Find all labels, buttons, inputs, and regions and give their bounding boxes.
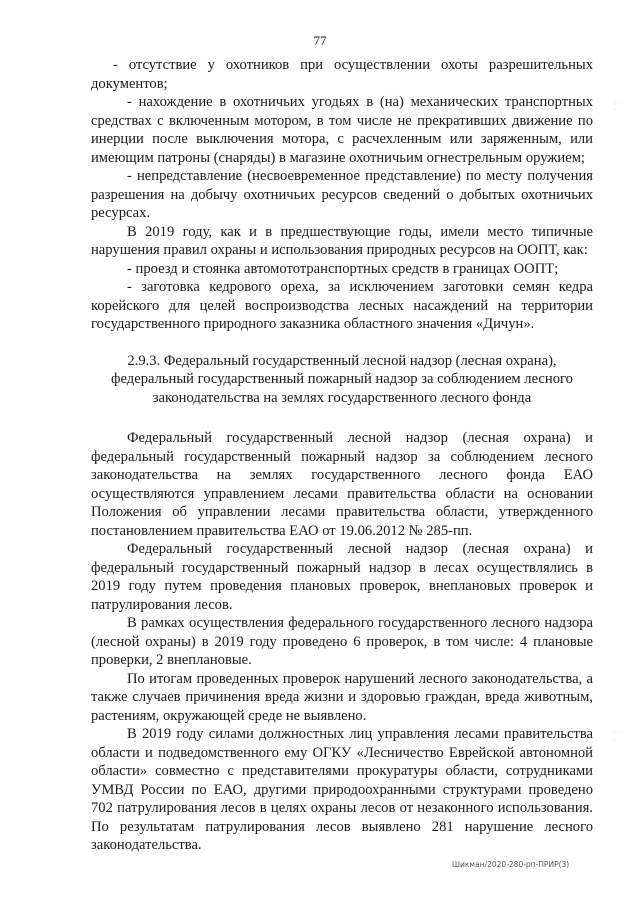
- paragraph: В 2019 году, как и в предшествующие годы, имели место типичные нарушения правил охраны и использования природных ресурсов на ООПТ, как:: [91, 223, 593, 258]
- paragraph: По итогам проведенных проверок нарушений лесного законодательства, а также случаев причинения вреда жизни и здоровью граждан, вреда животным, растениям, окружающей среде не выявлено.: [91, 670, 593, 724]
- scan-specks: · · ·: [614, 100, 620, 114]
- document-body: [91, 56, 593, 855]
- paragraph: - проезд и стоянка автомототранспортных средств в границах ООПТ;: [127, 260, 559, 277]
- paragraph: В 2019 году силами должностных лиц управления лесами правительства области и подведомственного ему ОГКУ «Лесничество Еврейской автономной области» совместно с представителями прокуратуры области, сотрудниками УМВД России по ЕАО, другими природоохранными структурами проведено 702 патрулирования лесов в целях охраны лесов от незаконного использования. По результатам патрулирования лесов выявлено 281 нарушение лесного законодательства.: [91, 726, 593, 853]
- paragraph: - заготовка кедрового ореха, за исключением заготовки семян кедра корейского для целей воспроизводства лесных насаждений на территории государственного природного заказника областного значения «Дичун».: [91, 279, 593, 332]
- document-footer-code: Шикман/2020-280-рп-ПРИР(3): [452, 860, 570, 869]
- paragraph: - нахождение в охотничьих угодьях в (на) механических транспортных средствах с включенным мотором, в том числе не прекративших движение по инерции после выключения мотора, с расчехленным или заряженным, или имеющим патроны (снаряды) в магазине охотничьим огнестрельным оружием;: [91, 94, 593, 166]
- paragraph: Федеральный государственный лесной надзор (лесная охрана) и федеральный государственный пожарный надзор за соблюдением лесного законодательства на землях государственного лесного фонда ЕАО осуществляются управлением лесами правительства области на основании Положения об управлении лесами правительства области, утвержденного постановлением правительства ЕАО от 19.06.2012 № 285-пп.: [91, 430, 593, 539]
- paragraph: В рамках осуществления федерального государственного лесного надзора (лесной охраны) в 2019 году проведено 6 проверок, в том числе: 4 плановые проверки, 2 внеплановые.: [91, 615, 593, 668]
- section-heading: 2.9.3. Федеральный государственный лесной надзор (лесная охрана), федеральный государственный пожарный надзор за соблюдением лесного законодательства на землях государственного лесного фонда: [111, 352, 573, 406]
- paragraph: - отсутствие у охотников при осуществлении охоты разрешительных документов;: [91, 57, 593, 92]
- paragraph: - непредставление (несвоевременное представление) по месту получения разрешения на добычу охотничьих ресурсов сведений о добытых охотничьих ресурсах.: [91, 168, 593, 221]
- paragraph: Федеральный государственный лесной надзор (лесная охрана) и федеральный государственный пожарный надзор в лесах осуществлялись в 2019 году путем проведения плановых проверок, внеплановых проверок и патрулирования лесов.: [91, 541, 593, 613]
- scan-specks: · · ·: [614, 730, 620, 744]
- page-number: 77: [313, 33, 327, 48]
